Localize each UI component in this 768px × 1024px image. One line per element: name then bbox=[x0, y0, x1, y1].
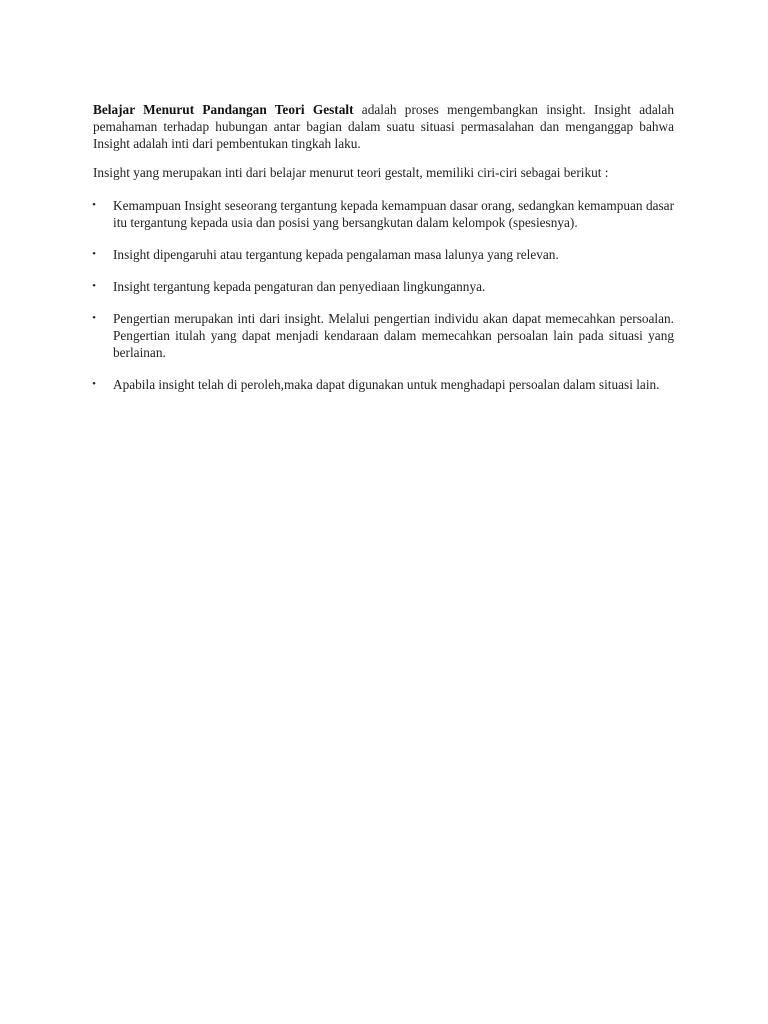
list-item-text: Insight tergantung kepada pengaturan dan penyediaan lingkungannya. bbox=[113, 279, 486, 294]
list-item-text: Kemampuan Insight seseorang tergantung kepada kemampuan dasar orang, sedangkan kemampuan dasar itu tergantung kepada usia dan posisi yang bersangkutan dalam kelompok (spesiesnya). bbox=[113, 198, 674, 230]
list-item bbox=[93, 246, 674, 263]
bullet-icon: • bbox=[92, 312, 96, 324]
list-item bbox=[93, 197, 674, 231]
bullet-icon: • bbox=[92, 378, 96, 390]
bullet-icon: • bbox=[92, 280, 96, 292]
bullet-icon: • bbox=[92, 199, 96, 211]
intro-bold-heading: Belajar Menurut Pandangan Teori Gestalt bbox=[93, 102, 354, 117]
list-item-text: Apabila insight telah di peroleh,maka dapat digunakan untuk menghadapi persoalan dalam situasi lain. bbox=[113, 377, 660, 392]
intro-paragraph-text: adalah proses mengembangkan insight. Insight adalah pemahaman terhadap hubungan antar bagian dalam suatu situasi permasalahan dan menganggap bahwa Insight adalah inti dari pembentukan tingkah laku. bbox=[93, 102, 674, 151]
list-item bbox=[93, 278, 674, 295]
list-item-text: Insight dipengaruhi atau tergantung kepada pengalaman masa lalunya yang relevan. bbox=[113, 247, 559, 262]
bullet-icon: • bbox=[92, 248, 96, 260]
list-item bbox=[93, 376, 674, 393]
characteristics-list bbox=[93, 197, 674, 393]
intro-paragraph bbox=[93, 101, 674, 152]
list-item bbox=[93, 310, 674, 361]
document-page bbox=[93, 101, 674, 408]
characteristics-intro-text: Insight yang merupakan inti dari belajar menurut teori gestalt, memiliki ciri-ciri sebagai berikut : bbox=[93, 165, 609, 180]
characteristics-intro-paragraph bbox=[93, 164, 674, 181]
list-item-text: Pengertian merupakan inti dari insight. Melalui pengertian individu akan dapat memecahkan persoalan. Pengertian itulah yang dapat menjadi kendaraan dalam memecahkan persoalan lain pada situasi yang berlainan. bbox=[113, 311, 674, 360]
